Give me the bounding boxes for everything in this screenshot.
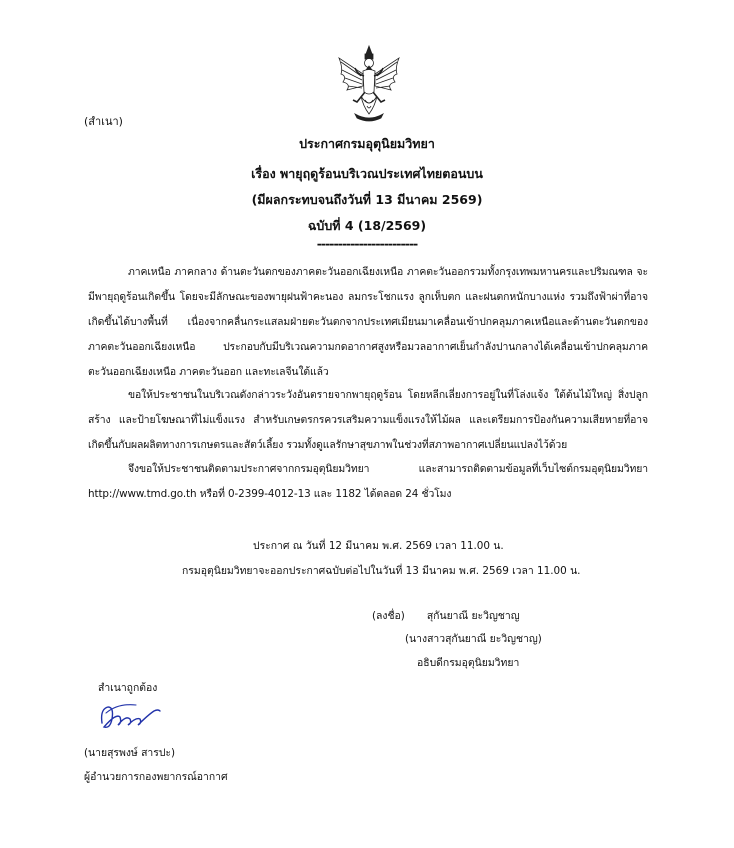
certified-copy-label: สำเนาถูกต้อง	[98, 682, 158, 694]
certifier-name: (นายสุรพงษ์ สารปะ)	[84, 747, 176, 759]
issue-number: ฉบับที่ 4 (18/2569)	[307, 218, 427, 233]
announcement-title: ประกาศกรมอุตุนิยมวิทยา	[299, 136, 435, 151]
body-paragraph-advice: ขอให้ประชาชนในบริเวณดังกล่าวระวังอันตรายจากพายุฤดูร้อน โดยหลีกเลี่ยงการอยู่ในที่โล่งแจ้ง ใต้ต้นไม้ใหญ่ สิ่งปลูกสร้าง และป้ายโฆษณาที่ไม่แข็งแรง สำหรับเกษตรกรควรเสริมความแข็งแรงให้ไม้ผล และเตรียมการป้องกันความเสียหายที่อาจเกิดขึ้นกับผลผลิตทางการเกษตรและสัตว์เลี้ยง รวมทั้งดูแลรักษาสุขภาพในช่วงที่สภาพอากาศเปลี่ยนแปลงไว้ด้วย	[88, 389, 648, 451]
issued-date: ประกาศ ณ วันที่ 12 มีนาคม พ.ศ. 2569 เวลา 11.00 น.	[253, 540, 504, 552]
body-paragraph-contact: จึงขอให้ประชาชนติดตามประกาศจากกรมอุตุนิยมวิทยา และสามารถติดตามข้อมูลที่เว็บไซต์กรมอุตุนิยมวิทยา http://www.tmd.go.th หรือที่ 0-2399-4012-13 และ 1182 ได้ตลอด 24 ชั่วโมง	[88, 463, 648, 500]
title-separator: ------------------------	[316, 236, 418, 251]
signed-label: (ลงชื่อ)	[372, 610, 405, 622]
certifier-position: ผู้อำนวยการกองพยากรณ์อากาศ	[84, 771, 228, 783]
signature-line	[372, 607, 520, 624]
copy-label: (สำเนา)	[84, 115, 123, 128]
announcement-subject: เรื่อง พายุฤดูร้อนบริเวณประเทศไทยตอนบน	[251, 166, 483, 181]
signatory-full-name: (นางสาวสุกันยาณี ยะวิญชาญ)	[405, 633, 542, 645]
effective-period: (มีผลกระทบจนถึงวันที่ 13 มีนาคม 2569)	[251, 192, 483, 207]
signatory-position: อธิบดีกรมอุตุนิยมวิทยา	[417, 657, 520, 669]
garuda-emblem-icon	[333, 44, 405, 122]
body-paragraph-forecast: ภาคเหนือ ภาคกลาง ด้านตะวันตกของภาคตะวันออกเฉียงเหนือ ภาคตะวันออกรวมทั้งกรุงเทพมหานครและปริมณฑล จะมีพายุฤดูร้อนเกิดขึ้น โดยจะมีลักษณะของพายุฝนฟ้าคะนอง ลมกระโชกแรง ลูกเห็บตก และฝนตกหนักบางแห่ง รวมถึงฟ้าผ่าที่อาจเกิดขึ้นได้บางพื้นที่ เนื่องจากคลื่นกระแสลมฝ่ายตะวันตกจากประเทศเมียนมาเคลื่อนเข้าปกคลุมภาคเหนือและด้านตะวันตกของภาคตะวันออกเฉียงเหนือ ประกอบกับมีบริเวณความกดอากาศสูงหรือมวลอากาศเย็นกำลังปานกลางได้เคลื่อนเข้าปกคลุมภาคตะวันออกเฉียงเหนือ ภาคตะวันออก และทะเลจีนใต้แล้ว	[88, 266, 648, 378]
handwritten-signature-icon	[96, 697, 166, 735]
next-issue-date: กรมอุตุนิยมวิทยาจะออกประกาศฉบับต่อไปในวันที่ 13 มีนาคม พ.ศ. 2569 เวลา 11.00 น.	[182, 565, 581, 577]
signed-name: สุกันยาณี ยะวิญชาญ	[426, 610, 520, 622]
